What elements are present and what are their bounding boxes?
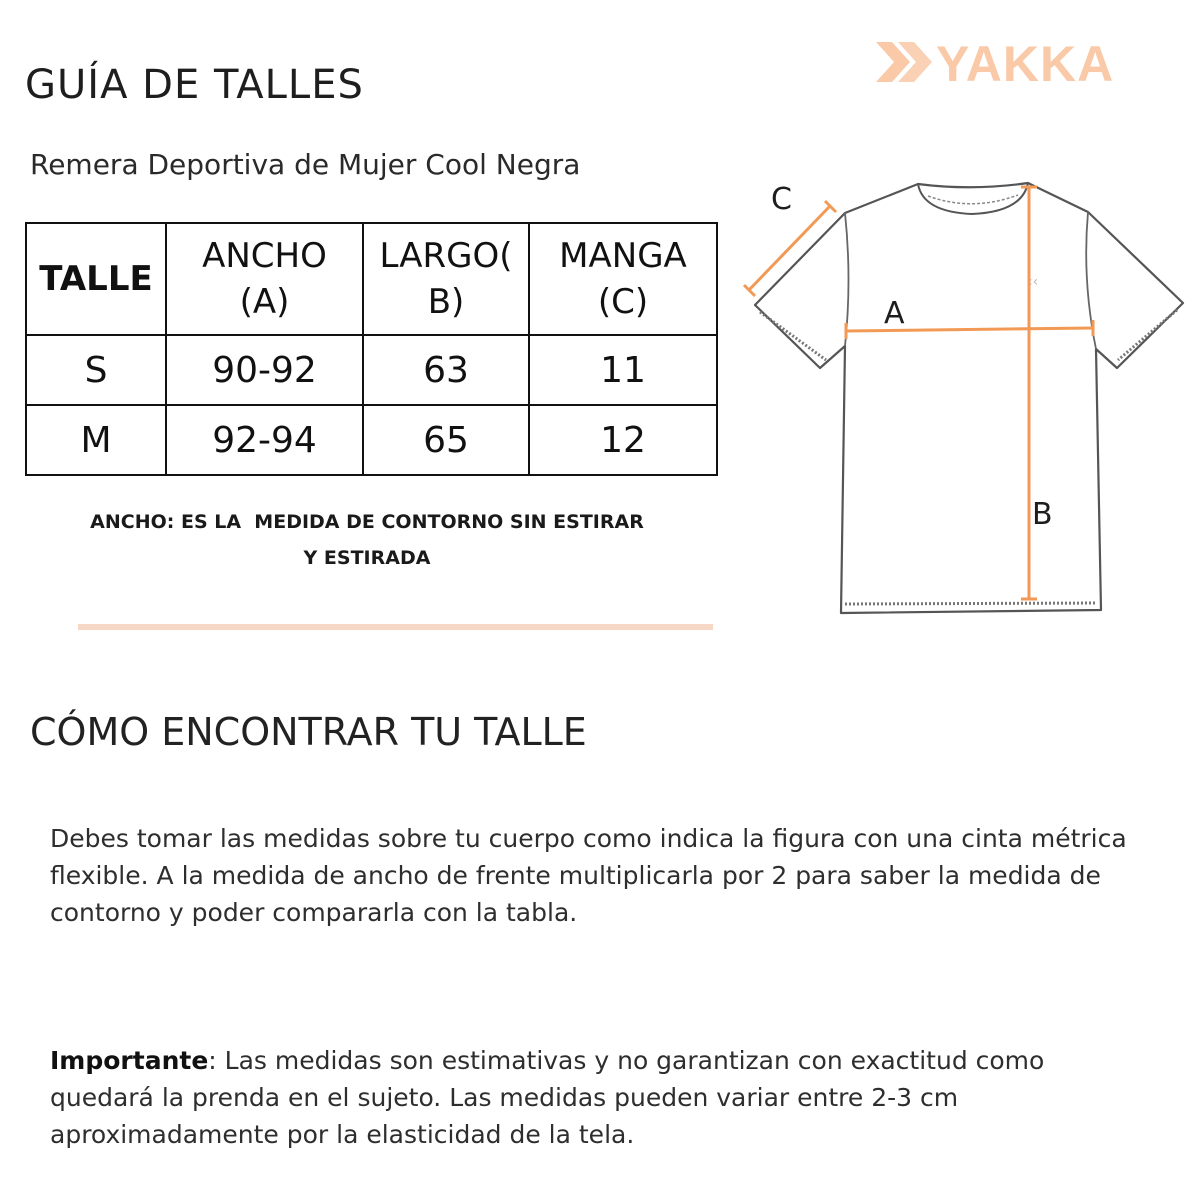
cell-ancho: 90-92 — [166, 335, 363, 405]
tshirt-diagram — [735, 170, 1195, 640]
cell-manga: 11 — [529, 335, 717, 405]
product-name: Remera Deportiva de Mujer Cool Negra — [30, 148, 581, 181]
table-row — [26, 405, 717, 475]
important-label: Importante — [50, 1046, 209, 1075]
divider — [78, 624, 713, 630]
label-a: A — [884, 296, 905, 331]
table-header-row — [26, 223, 717, 335]
svg-text:‹‹: ‹‹ — [1027, 274, 1039, 290]
note-line-1: ANCHO: ES LA MEDIDA DE CONTORNO SIN ESTIRAR — [90, 511, 644, 533]
label-c: C — [771, 182, 792, 217]
cell-size: S — [26, 335, 166, 405]
instructions-text: Debes tomar las medidas sobre tu cuerpo como indica la figura con una cinta métrica flexible. A la medida de ancho de frente multiplicarla por 2 para saber la medida de contorno y poder compararla con la tabla. — [50, 824, 1127, 927]
header-talle: TALLE — [26, 223, 166, 335]
yakka-logo — [876, 38, 1168, 86]
header-largo: LARGO( B) — [363, 223, 529, 335]
header-ancho: ANCHO (A) — [166, 223, 363, 335]
page-title: GUÍA DE TALLES — [25, 62, 364, 108]
ancho-note — [25, 504, 709, 576]
cell-manga: 12 — [529, 405, 717, 475]
cell-largo: 63 — [363, 335, 529, 405]
cell-largo: 65 — [363, 405, 529, 475]
table-row — [26, 335, 717, 405]
section-title: CÓMO ENCONTRAR TU TALLE — [30, 710, 587, 754]
label-b: B — [1032, 497, 1053, 532]
tshirt-outline — [755, 183, 1183, 613]
size-table — [25, 222, 718, 476]
cell-ancho: 92-94 — [166, 405, 363, 475]
note-line-2: Y ESTIRADA — [303, 547, 431, 569]
important-text: : Las medidas son estimativas y no garantizan con exactitud como quedará la prenda en el sujeto. Las medidas pueden variar entre 2-3 cm aproximadamente por la elasticidad de la tela. — [50, 1046, 1045, 1149]
brand-wordmark: YAKKA — [936, 38, 1115, 86]
cell-size: M — [26, 405, 166, 475]
important-note — [50, 1042, 1150, 1153]
header-manga: MANGA (C) — [529, 223, 717, 335]
